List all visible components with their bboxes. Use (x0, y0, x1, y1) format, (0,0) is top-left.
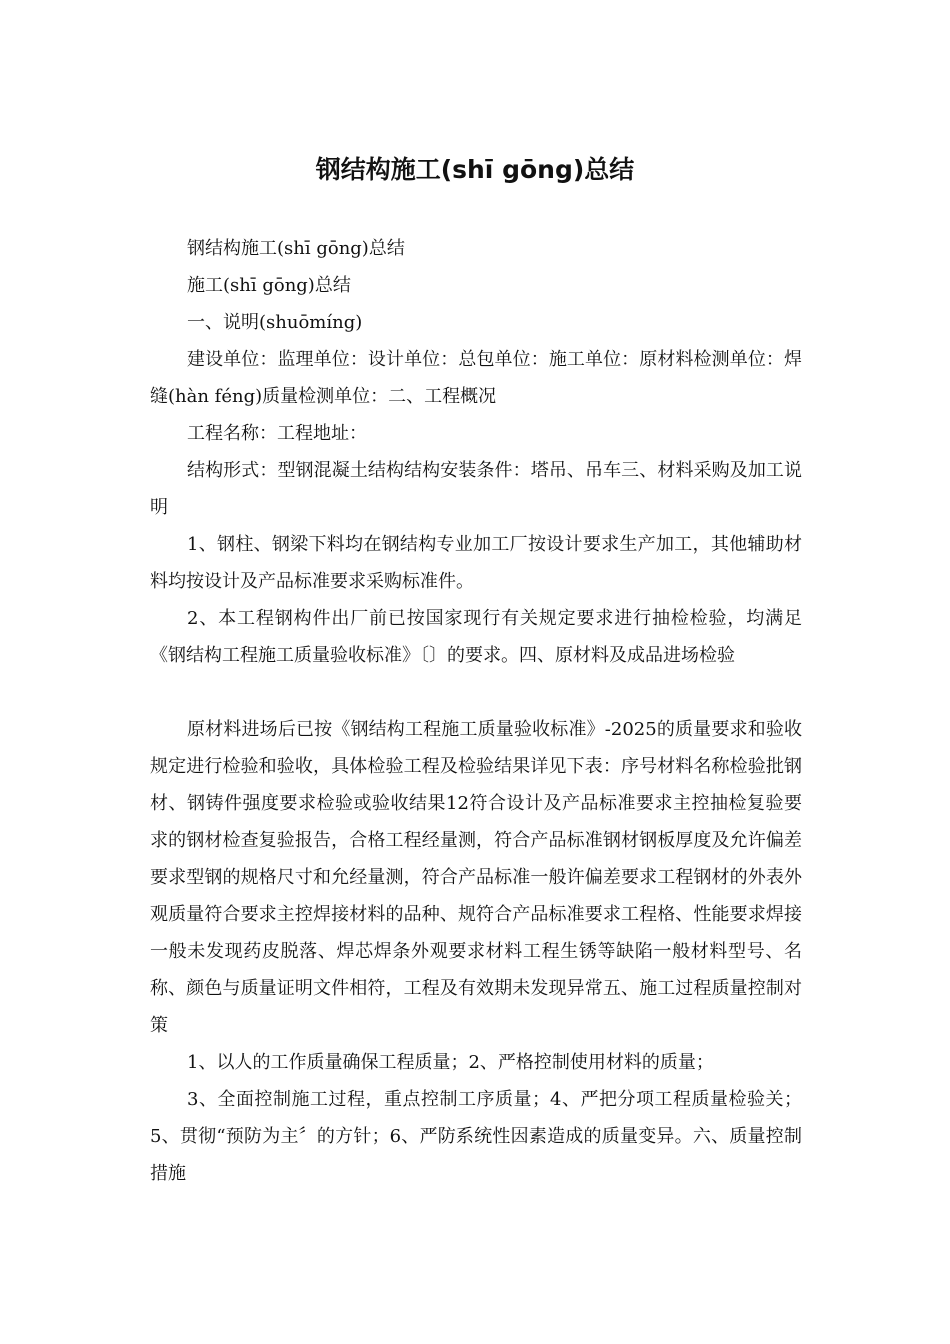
paragraph: 钢结构施工(shī gōng)总结 (187, 238, 405, 259)
document-body (150, 230, 802, 1192)
paragraph: 结构形式：型钢混凝土结构结构安装条件：塔吊、吊车三、材料采购及加工说明 (150, 460, 802, 518)
paragraph: 2、本工程钢构件出厂前已按国家现行有关规定要求进行抽检检验，均满足《钢结构工程施工质量验收标准》〔〕的要求。四、原材料及成品进场检验 (150, 608, 802, 666)
paragraph: 工程名称：工程地址： (187, 423, 367, 444)
paragraph: 一、说明(shuōmíng) (187, 312, 363, 333)
paragraph: 施工(shī gōng)总结 (187, 275, 351, 296)
paragraph: 1、钢柱、钢梁下料均在钢结构专业加工厂按设计要求生产加工，其他辅助材料均按设计及产品标准要求采购标准件。 (150, 534, 802, 592)
document-title: 钢结构施工(shī gōng)总结 (315, 155, 635, 184)
paragraph: 3、全面控制施工过程，重点控制工序质量；4、严把分项工程质量检验关；5、贯彻“预防为主〞的方针；6、严防系统性因素造成的质量变异。六、质量控制措施 (150, 1089, 802, 1184)
paragraph: 原材料进场后已按《钢结构工程施工质量验收标准》-2025的质量要求和验收规定进行检验和验收，具体检验工程及检验结果详见下表：序号材料名称检验批钢材、钢铸件强度要求检验或验收结果12符合设计及产品标准要求主控抽检复验要求的钢材检查复验报告，合格工程经量测，符合产品标准钢材钢板厚度及允许偏差要求型钢的规格尺寸和允经量测，符合产品标准一般许偏差要求工程钢材的外表外观质量符合要求主控焊接材料的品种、规符合产品标准要求工程格、性能要求焊接一般未发现药皮脱落、焊芯焊条外观要求材料工程生锈等缺陷一般材料型号、名称、颜色与质量证明文件相符，工程及有效期未发现异常五、施工过程质量控制对策 (150, 719, 802, 1036)
paragraph: 建设单位：监理单位：设计单位：总包单位：施工单位：原材料检测单位：焊缝(hàn féng)质量检测单位：二、工程概况 (150, 349, 802, 407)
paragraph: 1、以人的工作质量确保工程质量；2、严格控制使用材料的质量； (187, 1052, 714, 1073)
